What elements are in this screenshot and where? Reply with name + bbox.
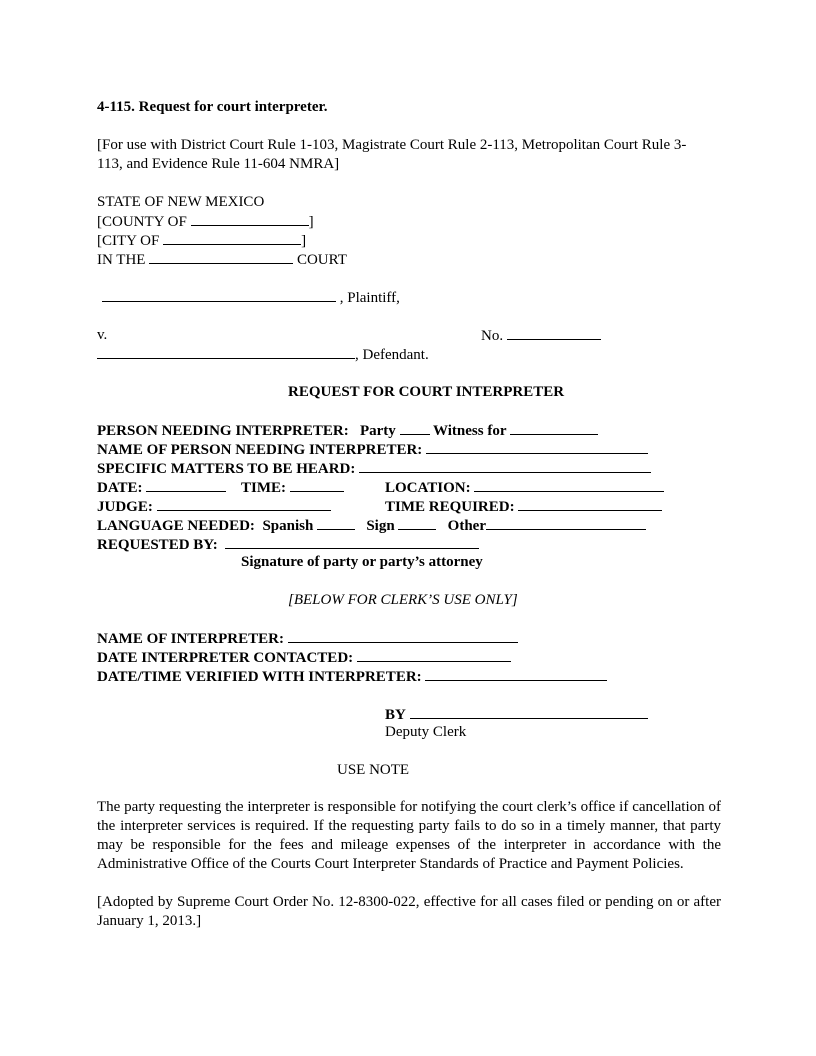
interpreter-name-blank[interactable] (288, 629, 518, 643)
plaintiff-label: , Plaintiff, (336, 290, 400, 306)
time-blank[interactable] (290, 478, 344, 492)
document-title: 4-115. Request for court interpreter. (97, 99, 328, 115)
date-contacted-blank[interactable] (357, 648, 511, 662)
city-line (97, 231, 306, 251)
time-required-line (385, 497, 662, 517)
date-blank[interactable] (146, 478, 226, 492)
defendant-label: , Defendant. (355, 347, 429, 363)
deputy-clerk-label: Deputy Clerk (385, 724, 467, 740)
city-suffix: ] (301, 233, 307, 249)
name-person-label: NAME OF PERSON NEEDING INTERPRETER: (97, 442, 423, 458)
name-person-blank[interactable] (426, 440, 648, 454)
language-line (97, 516, 646, 536)
date-verified-line (97, 667, 607, 687)
party-blank[interactable] (400, 421, 430, 435)
county-prefix: [COUNTY OF (97, 214, 187, 230)
use-note-heading: USE NOTE (337, 762, 410, 778)
requested-by-label: REQUESTED BY: (97, 537, 218, 553)
location-blank[interactable] (474, 478, 664, 492)
time-label: TIME: (241, 480, 286, 496)
court-suffix: COURT (296, 252, 347, 268)
court-line (97, 250, 347, 270)
sign-blank[interactable] (398, 516, 436, 530)
date-contacted-label: DATE INTERPRETER CONTACTED: (97, 650, 354, 666)
location-line (385, 478, 664, 498)
requested-by-blank[interactable] (225, 535, 479, 549)
spanish-label: Spanish (262, 518, 314, 534)
date-contacted-line (97, 648, 511, 668)
adoption-note: [Adopted by Supreme Court Order No. 12-8300-022, effective for all cases filed or pending on or after January 1, 2013.] (97, 894, 721, 929)
form-title: REQUEST FOR COURT INTERPRETER (288, 384, 565, 400)
county-blank[interactable] (191, 212, 309, 226)
specific-matters-label: SPECIFIC MATTERS TO BE HEARD: (97, 461, 356, 477)
court-prefix: IN THE (97, 252, 146, 268)
by-label: BY (385, 707, 406, 723)
time-required-label: TIME REQUIRED: (385, 499, 515, 515)
defendant-line (97, 345, 429, 365)
party-label: Party (359, 423, 396, 439)
city-prefix: [CITY OF (97, 233, 160, 249)
time-line (241, 478, 344, 498)
time-required-blank[interactable] (518, 497, 662, 511)
rule-note-line2: 113, and Evidence Rule 11-604 NMRA] (97, 156, 340, 172)
judge-line (97, 497, 331, 517)
date-verified-blank[interactable] (425, 667, 607, 681)
requested-by-line (97, 535, 479, 555)
county-suffix: ] (308, 214, 314, 230)
date-label: DATE: (97, 480, 143, 496)
sign-label: Sign (366, 518, 395, 534)
date-verified-label: DATE/TIME VERIFIED WITH INTERPRETER: (97, 669, 422, 685)
specific-matters-line (97, 459, 651, 479)
date-line (97, 478, 226, 498)
signature-caption: Signature of party or party’s attorney (241, 554, 483, 570)
plaintiff-line (102, 288, 400, 308)
interpreter-name-label: NAME OF INTERPRETER: (97, 631, 284, 647)
language-label: LANGUAGE NEEDED: (97, 518, 255, 534)
interpreter-name-line (97, 629, 518, 649)
plaintiff-blank[interactable] (102, 288, 336, 302)
city-blank[interactable] (163, 231, 301, 245)
case-number-line (481, 326, 601, 346)
versus: v. (97, 327, 108, 343)
person-needing-label: PERSON NEEDING INTERPRETER: (97, 423, 349, 439)
judge-label: JUDGE: (97, 499, 153, 515)
spanish-blank[interactable] (317, 516, 355, 530)
other-blank[interactable] (486, 516, 646, 530)
judge-blank[interactable] (157, 497, 331, 511)
witness-for-blank[interactable] (510, 421, 598, 435)
case-number-blank[interactable] (507, 326, 601, 340)
clerk-signature-blank[interactable] (410, 705, 648, 719)
location-label: LOCATION: (385, 480, 471, 496)
rule-note-line1: [For use with District Court Rule 1-103, Magistrate Court Rule 2-113, Metropolitan Court Rule 3- (97, 137, 687, 153)
county-line (97, 212, 314, 232)
use-note-body: The party requesting the interpreter is responsible for notifying the court clerk’s office if cancellation of the interpreter services is required. If the requesting party fails to do so in a timely manner, that party may be responsible for the fees and mileage expenses of the interpreter in accordance with the Administrative Office of the Courts Court Interpreter Standards of Practice and Payment Policies. (97, 799, 721, 872)
specific-matters-blank[interactable] (359, 459, 651, 473)
defendant-blank[interactable] (97, 345, 355, 359)
court-blank[interactable] (149, 250, 293, 264)
case-number-label: No. (481, 328, 504, 344)
witness-for-label: Witness for (433, 423, 507, 439)
name-person-line (97, 440, 648, 460)
by-line (385, 705, 648, 725)
person-needing-line (97, 421, 598, 441)
state-line: STATE OF NEW MEXICO (97, 194, 265, 210)
clerk-use-heading: [BELOW FOR CLERK’S USE ONLY] (288, 592, 518, 608)
other-label: Other (447, 518, 486, 534)
